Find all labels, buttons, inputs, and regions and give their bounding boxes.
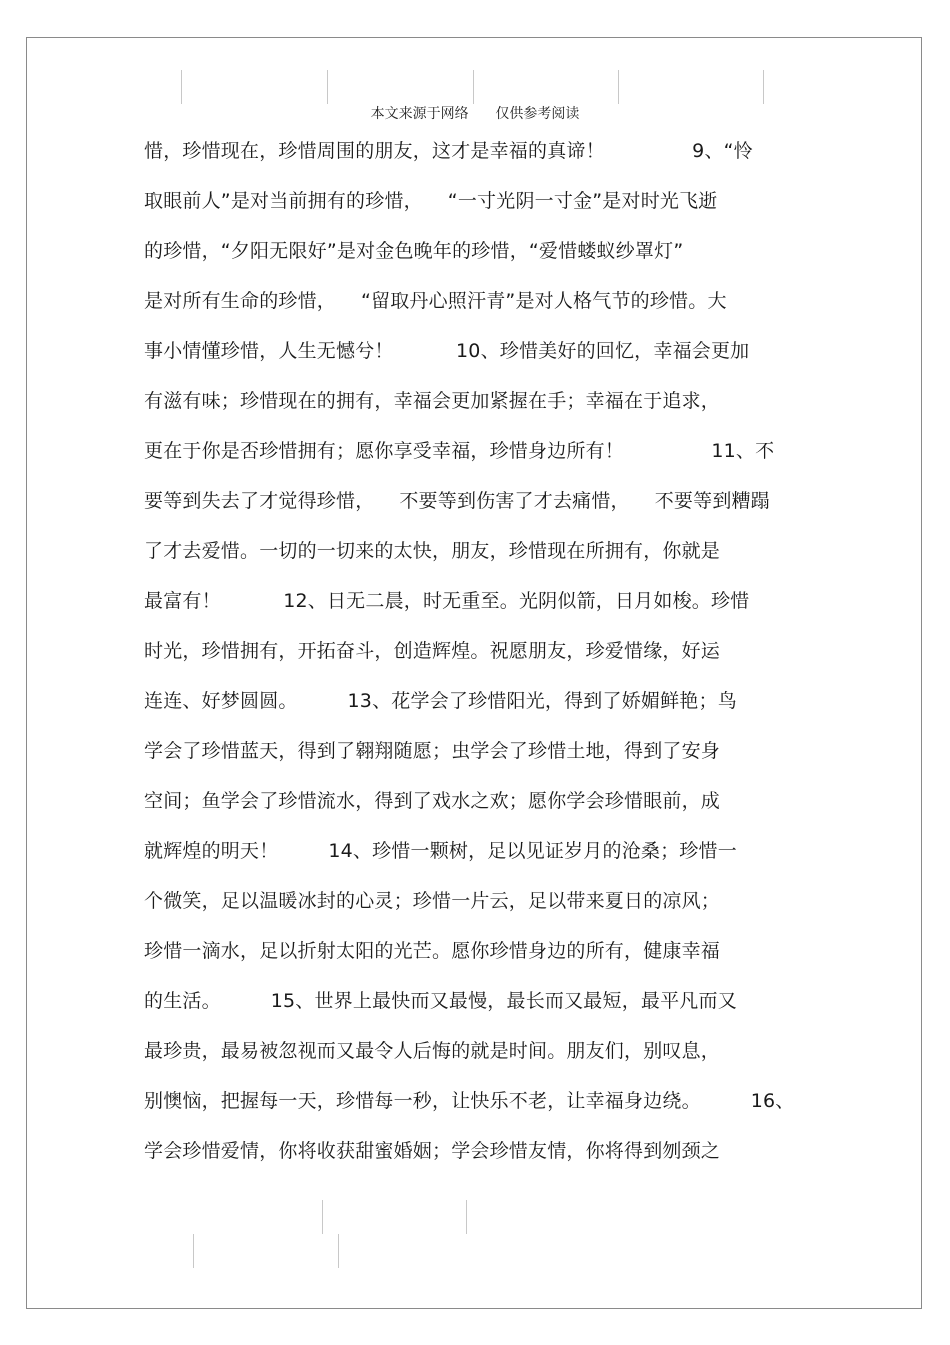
bottom-tick-4 — [338, 1234, 339, 1268]
text-line: 空间；鱼学会了珍惜流水，得到了戏水之欢；愿你学会珍惜眼前，成 — [144, 790, 721, 812]
text-line: 连连、好梦圆圆。 13、花学会了珍惜阳光，得到了娇媚鲜艳；鸟 — [144, 690, 737, 712]
text-line: 有滋有味；珍惜现在的拥有，幸福会更加紧握在手；幸福在于追求， — [144, 390, 721, 412]
text-line: 时光，珍惜拥有，开拓奋斗，创造辉煌。祝愿朋友，珍爱惜缘，好运 — [144, 640, 721, 662]
text-line: 个微笑，足以温暖冰封的心灵；珍惜一片云，足以带来夏日的凉风； — [144, 890, 721, 912]
top-tick-4 — [618, 70, 619, 104]
text-line: 的珍惜，“夕阳无限好”是对金色晚年的珍惜，“爱惜蝼蚁纱罩灯” — [144, 240, 684, 262]
text-line: 学会珍惜爱情，你将收获甜蜜婚姻；学会珍惜友情，你将得到刎颈之 — [144, 1140, 721, 1162]
text-line: 要等到失去了才觉得珍惜， 不要等到伤害了才去痛惜， 不要等到糟蹋 — [144, 490, 770, 512]
source-disclaimer: 本文来源于网络 仅供参考阅读 — [370, 106, 580, 122]
top-tick-3 — [473, 70, 474, 104]
text-line: 惜，珍惜现在，珍惜周围的朋友，这才是幸福的真谛！ 9、“怜 — [144, 140, 753, 162]
text-line: 取眼前人”是对当前拥有的珍惜， “一寸光阴一寸金”是对时光飞逝 — [144, 190, 718, 212]
text-line: 别懊恼，把握每一天，珍惜每一秒，让快乐不老，让幸福身边绕。 16、 — [144, 1090, 795, 1112]
text-line: 就辉煌的明天！ 14、珍惜一颗树，足以见证岁月的沧桑；珍惜一 — [144, 840, 737, 862]
text-line: 的生活。 15、世界上最快而又最慢，最长而又最短，最平凡而又 — [144, 990, 737, 1012]
text-line: 更在于你是否珍惜拥有；愿你享受幸福，珍惜身边所有！ 11、不 — [144, 440, 775, 462]
bottom-tick-3 — [193, 1234, 194, 1268]
text-line: 珍惜一滴水，足以折射太阳的光芒。愿你珍惜身边的所有，健康幸福 — [144, 940, 721, 962]
bottom-tick-2 — [466, 1200, 467, 1234]
top-tick-2 — [327, 70, 328, 104]
text-line: 了才去爱惜。一切的一切来的太快，朋友，珍惜现在所拥有，你就是 — [144, 540, 721, 562]
text-line: 事小情懂珍惜，人生无憾兮！ 10、珍惜美好的回忆，幸福会更加 — [144, 340, 750, 362]
top-tick-1 — [181, 70, 182, 104]
top-tick-5 — [763, 70, 764, 104]
text-line: 是对所有生命的珍惜， “留取丹心照汗青”是对人格气节的珍惜。大 — [144, 290, 727, 312]
bottom-tick-1 — [322, 1200, 323, 1234]
text-line: 最富有！ 12、日无二晨，时无重至。光阴似箭，日月如梭。珍惜 — [144, 590, 750, 612]
text-line: 学会了珍惜蓝天，得到了翱翔随愿；虫学会了珍惜土地，得到了安身 — [144, 740, 721, 762]
text-line: 最珍贵，最易被忽视而又最令人后悔的就是时间。朋友们，别叹息， — [144, 1040, 721, 1062]
body-text — [144, 134, 844, 1184]
